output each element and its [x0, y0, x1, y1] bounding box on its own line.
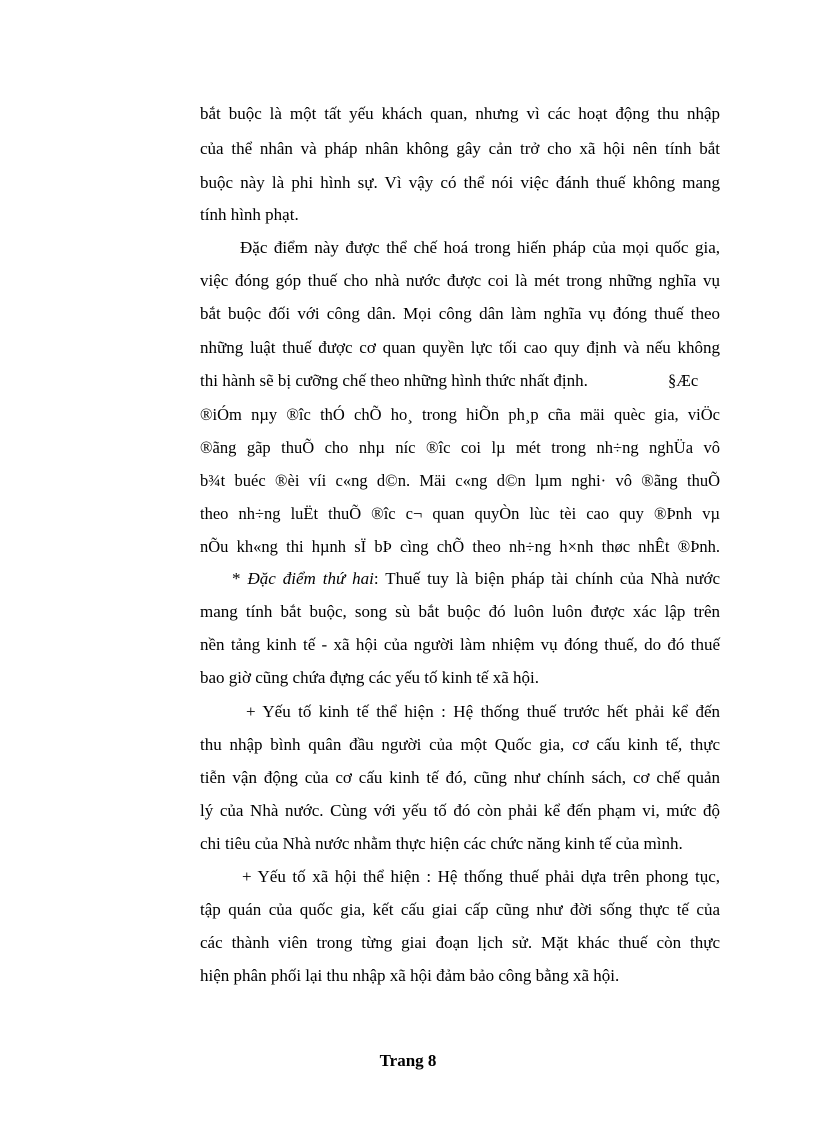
garbled-line: ®iÓm nµy ®îc thÓ chÕ ho¸ trong hiÕn ph¸p cña mäi quèc gia, viÖc	[200, 405, 720, 424]
paragraph-line: + Yếu tố kinh tế thể hiện : Hệ thống thuế trước hết phải kể đến	[246, 702, 720, 721]
paragraph-line: bắt buộc đối với công dân. Mọi công dân làm nghĩa vụ đóng thuế theo	[200, 304, 720, 323]
paragraph-line: Đặc điểm này được thể chế hoá trong hiến pháp của mọi quốc gia,	[240, 238, 720, 257]
paragraph-line: thu nhập bình quân đầu người của một Quốc gia, cơ cấu kinh tế, thực	[200, 735, 720, 754]
garbled-text: §Æc	[668, 371, 699, 390]
paragraph-line: mang tính bắt buộc, song sù bắt buộc đó luôn luôn được xác lập trên	[200, 602, 720, 621]
paragraph-line: các thành viên trong từng giai đoạn lịch sử. Mặt khác thuế còn thực	[200, 933, 720, 952]
paragraph-line: bắt buộc là một tất yếu khách quan, nhưng vì các hoạt động thu nhập	[200, 104, 720, 123]
paragraph-line: thi hành sẽ bị cưỡng chế theo những hình thức nhất định.	[200, 371, 588, 390]
paragraph-line: buộc này là phi hình sự. Vì vậy có thể nói việc đánh thuế không mang	[200, 173, 720, 192]
paragraph-line: tiễn vận động của cơ cấu kinh tế đó, cũng như chính sách, cơ chế quản	[200, 768, 720, 787]
paragraph-line	[232, 568, 720, 590]
paragraph-line: những luật thuế được cơ quan quyền lực tối cao quy định và nếu không	[200, 338, 720, 357]
paragraph-line: tính hình phạt.	[200, 205, 299, 224]
paragraph-line: hiện phân phối lại thu nhập xã hội đảm bảo công bằng xã hội.	[200, 966, 620, 985]
page-number: Trang 8	[379, 1051, 437, 1070]
garbled-line: theo nh÷ng luËt thuÕ ®îc c¬ quan quyÒn lùc tèi cao quy ®Þnh vµ	[200, 504, 720, 523]
paragraph-line: + Yếu tố xã hội thể hiện : Hệ thống thuế phải dựa trên phong tục,	[242, 867, 720, 886]
paragraph-line: lý của Nhà nước. Cùng với yếu tố đó còn phải kể đến phạm vi, mức độ	[200, 801, 720, 820]
paragraph-text: : Thuế tuy là biện pháp tài chính của Nhà nước	[373, 569, 721, 588]
bullet-marker: *	[232, 569, 248, 588]
garbled-line: nÕu kh«ng thi hµnh sÏ bÞ cìng chÕ theo nh÷ng h×nh thøc nhÊt ®Þnh.	[200, 537, 720, 556]
section-heading-italic: Đặc điểm thứ hai	[247, 569, 374, 588]
garbled-line: b¾t buéc ®èi víi c«ng d©n. Mäi c«ng d©n lµm nghi· vô ®ãng thuÕ	[200, 471, 720, 490]
paragraph-line: việc đóng góp thuế cho nhà nước được coi là mét trong những nghĩa vụ	[200, 271, 720, 290]
paragraph-line: bao giờ cũng chứa đựng các yếu tố kinh tế xã hội.	[200, 668, 539, 687]
paragraph-line: của thể nhân và pháp nhân không gây cản trở cho xã hội nên tính bắt	[200, 139, 720, 158]
paragraph-line: chi tiêu của Nhà nước nhằm thực hiện các chức năng kinh tế của mình.	[200, 834, 683, 853]
paragraph-line: tập quán của quốc gia, kết cấu giai cấp cũng như đời sống thực tế của	[200, 900, 720, 919]
paragraph-line: nền tảng kinh tế - xã hội của người làm nhiệm vụ đóng thuế, do đó thuế	[200, 635, 720, 654]
garbled-line: ®ãng gãp thuÕ cho nhµ níc ®îc coi lµ mét trong nh÷ng nghÜa vô	[200, 438, 720, 457]
